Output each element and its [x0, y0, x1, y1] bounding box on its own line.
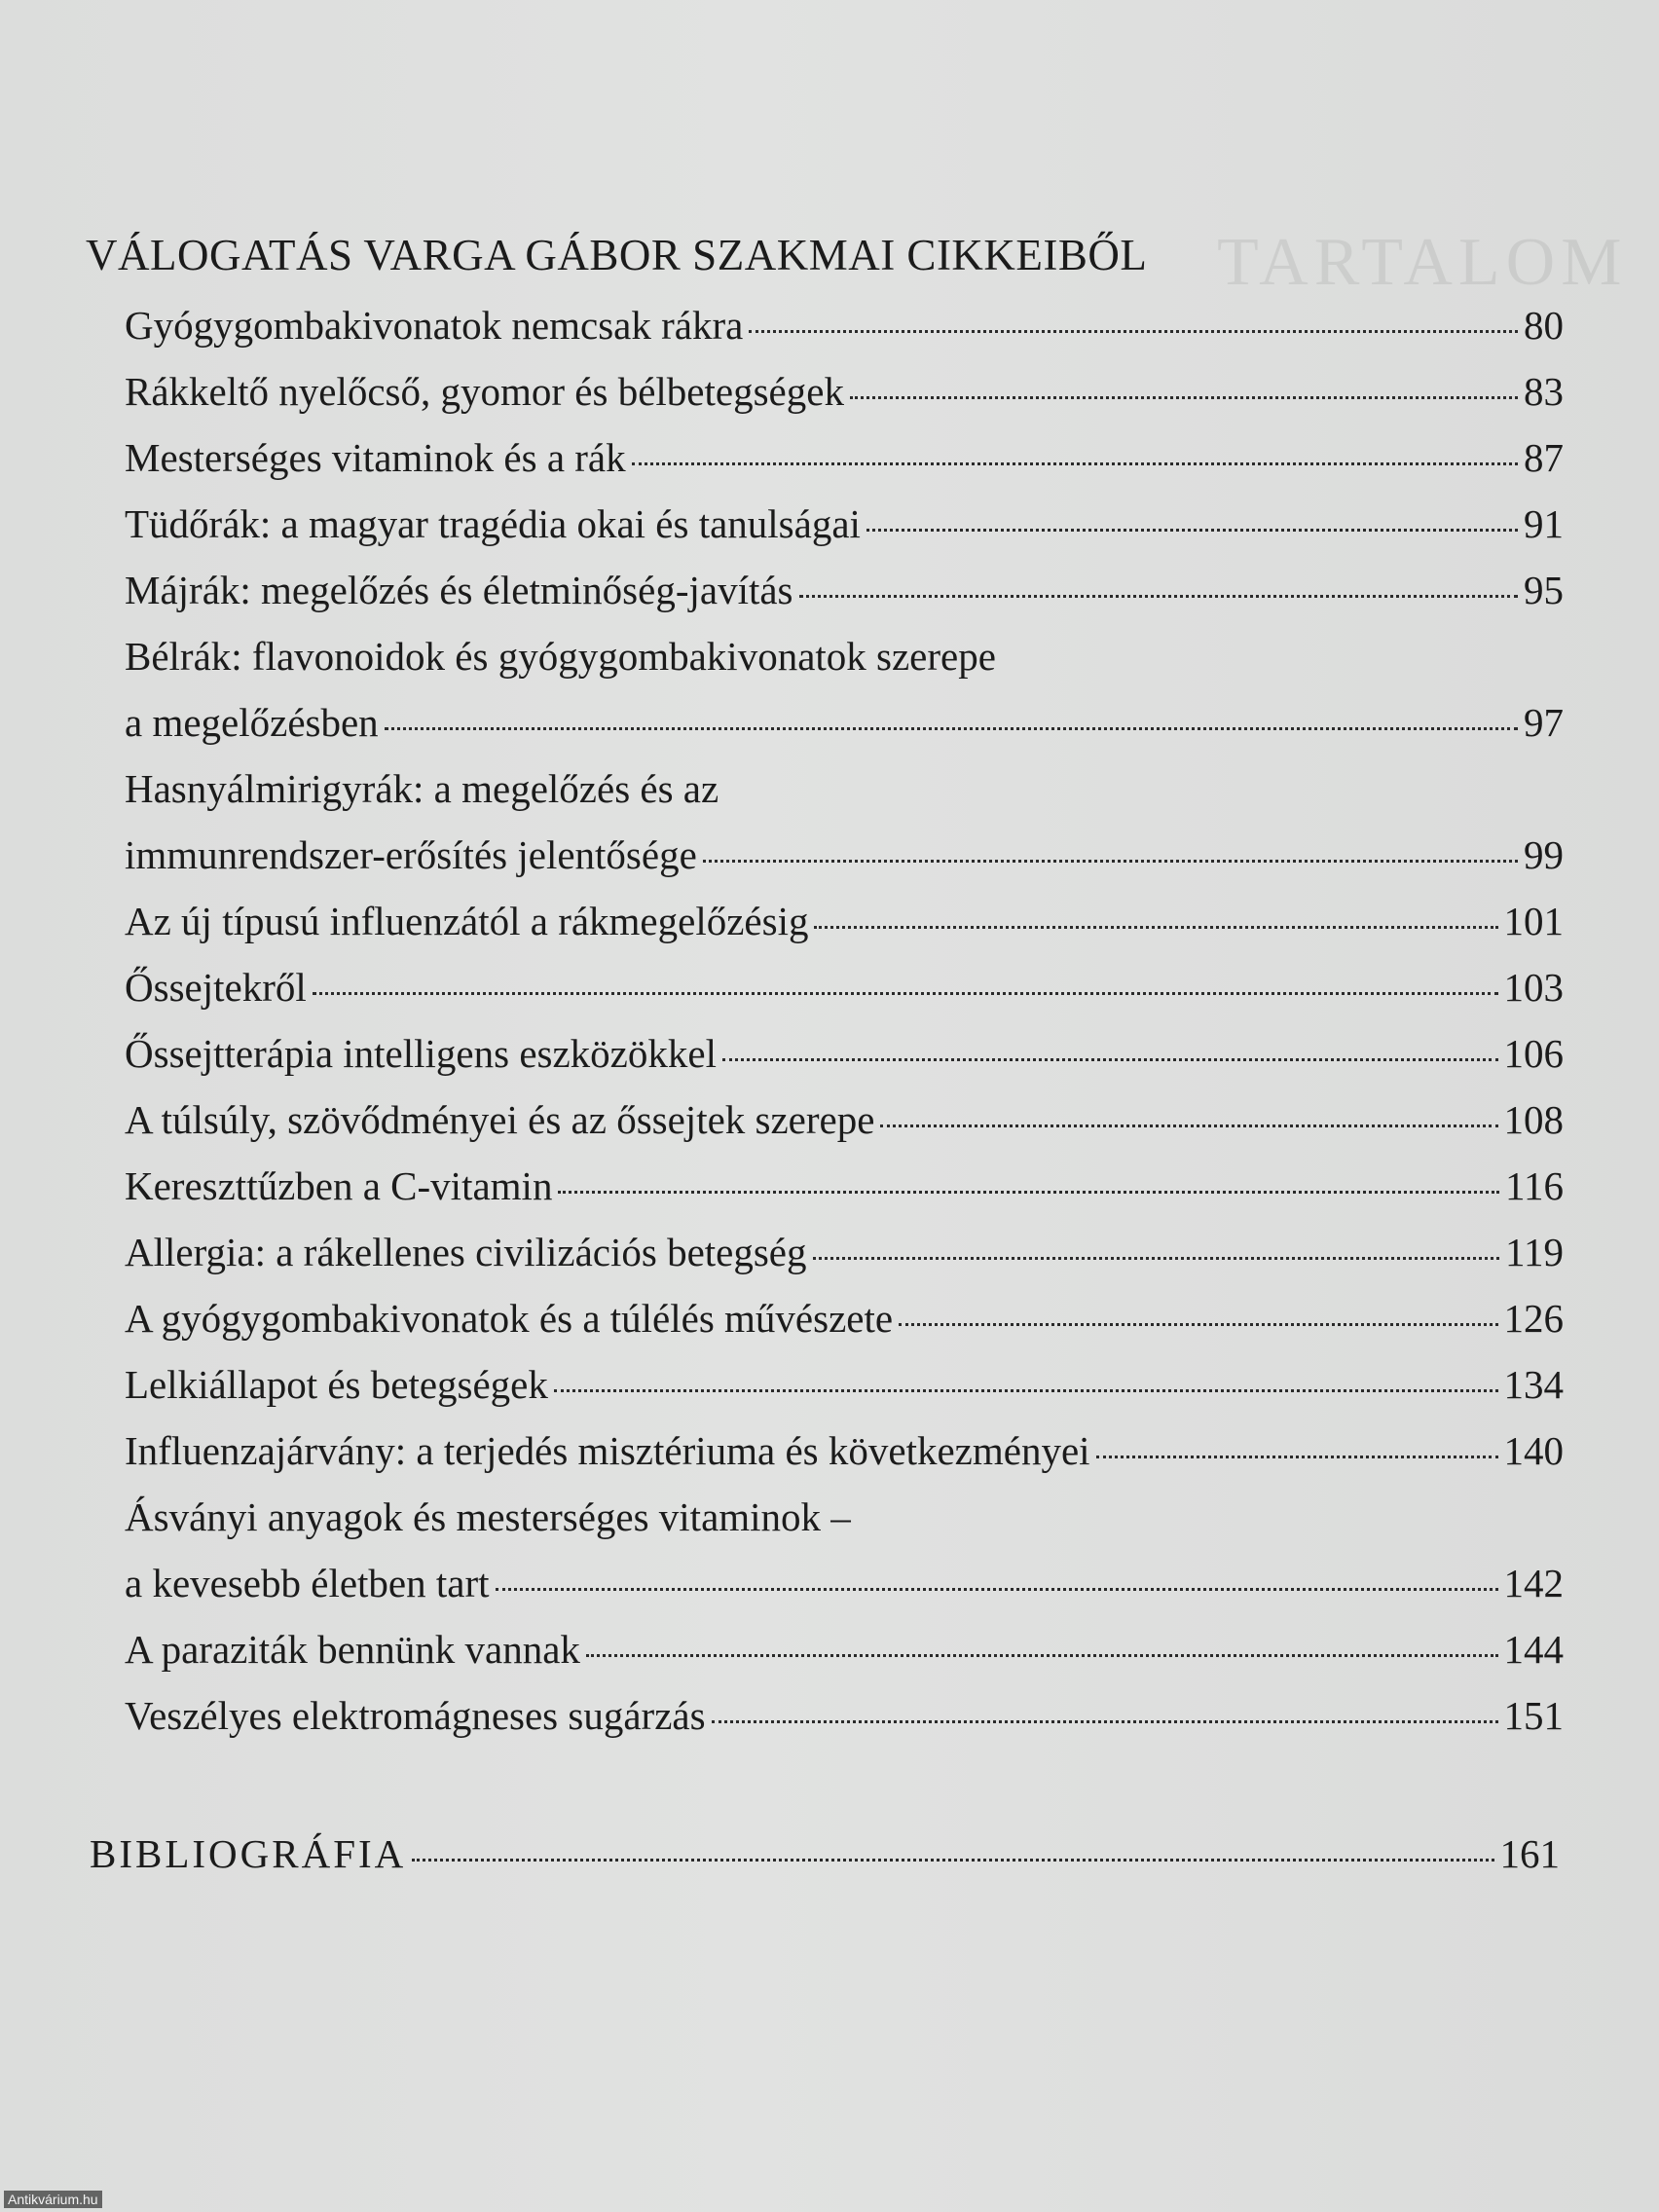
- toc-entry: [125, 1361, 1564, 1427]
- toc-page-number: 87: [1524, 435, 1564, 480]
- toc-line: [125, 1096, 1564, 1162]
- dot-leader: [313, 992, 1498, 995]
- toc-entry: [125, 1427, 1564, 1493]
- toc-page-number: 83: [1524, 369, 1564, 414]
- toc-page-number: 151: [1503, 1693, 1564, 1738]
- bleed-through-heading: TARTALOM: [1217, 225, 1628, 300]
- toc-entry: [125, 1096, 1564, 1162]
- toc-entry-title: A túlsúly, szövődményei és az őssejtek szerepe: [125, 1097, 875, 1142]
- toc-entry: [125, 1162, 1564, 1229]
- toc-entry: [125, 567, 1564, 633]
- toc-line: [125, 1162, 1564, 1229]
- toc-entry: [125, 434, 1564, 500]
- toc-entry-title: Gyógygombakivonatok nemcsak rákra: [125, 303, 744, 348]
- watermark: Antikvárium.hu: [4, 2191, 102, 2208]
- dot-leader: [799, 595, 1518, 598]
- toc-page-number: 119: [1505, 1230, 1564, 1274]
- toc-entry-title: Rákkeltő nyelőcső, gyomor és bélbetegségek: [125, 369, 844, 414]
- toc-entry: [125, 898, 1564, 964]
- dot-leader: [385, 727, 1518, 730]
- toc-line: [125, 1626, 1564, 1692]
- toc-page-number: 97: [1524, 700, 1564, 745]
- toc-line: [125, 368, 1564, 434]
- toc-page-number: 140: [1503, 1428, 1564, 1473]
- toc-entry-title: Bélrák: flavonoidok és gyógygombakivonatok szerepe: [125, 634, 996, 679]
- toc-entry-title: Őssejtterápia intelligens eszközökkel: [125, 1031, 717, 1076]
- toc-page-number: 106: [1503, 1031, 1564, 1076]
- dot-leader: [813, 1257, 1500, 1260]
- toc-entry: [125, 633, 1564, 765]
- toc-entry-title: Lelkiállapot és betegségek: [125, 1362, 548, 1407]
- dot-leader: [722, 1058, 1498, 1061]
- toc-entry-title-continued: a kevesebb életben tart: [125, 1561, 490, 1605]
- toc-entry: [125, 765, 1564, 898]
- toc-entry-title: Őssejtekről: [125, 965, 307, 1010]
- toc-line: [125, 302, 1564, 368]
- toc-entry: [125, 1692, 1564, 1758]
- toc-entry-title: Kereszttűzben a C-vitamin: [125, 1163, 553, 1208]
- toc-line: [125, 1560, 1564, 1626]
- toc-page-number: 95: [1524, 568, 1564, 612]
- toc-page-number: 101: [1503, 899, 1564, 943]
- toc-entry: [125, 1229, 1564, 1295]
- dot-leader: [496, 1588, 1498, 1591]
- toc-line: [125, 1229, 1564, 1295]
- toc-entry-title: Influenzajárvány: a terjedés misztériuma és következményei: [125, 1428, 1090, 1473]
- toc-entry-title: Ásványi anyagok és mesterséges vitaminok –: [125, 1494, 851, 1539]
- dot-leader: [814, 926, 1497, 929]
- toc-line: [125, 765, 1564, 831]
- dot-leader: [850, 396, 1518, 399]
- toc-line: [125, 898, 1564, 964]
- toc-entry: [125, 1030, 1564, 1096]
- bibliography-entry: [90, 1830, 1560, 1877]
- toc-entry: [125, 1626, 1564, 1692]
- toc-line: [125, 1427, 1564, 1493]
- toc-entry: [125, 500, 1564, 567]
- section-heading: VÁLOGATÁS VARGA GÁBOR SZAKMAI CIKKEIBŐL: [86, 231, 1148, 279]
- dot-leader: [558, 1191, 1499, 1194]
- toc-page-number: 142: [1503, 1561, 1564, 1605]
- dot-leader: [554, 1389, 1498, 1392]
- toc-page-number: 80: [1524, 303, 1564, 348]
- dot-leader: [1096, 1456, 1498, 1458]
- toc-line: [125, 434, 1564, 500]
- toc-entry-title: Mesterséges vitaminok és a rák: [125, 435, 626, 480]
- toc-entry-title: A gyógygombakivonatok és a túlélés művészete: [125, 1296, 894, 1341]
- toc-line: [125, 1692, 1564, 1758]
- dot-leader: [866, 529, 1518, 532]
- toc-entry-title-continued: a megelőzésben: [125, 700, 379, 745]
- toc-entry-title: Tüdőrák: a magyar tragédia okai és tanulságai: [125, 501, 861, 546]
- dot-leader: [880, 1124, 1497, 1127]
- toc-line: [125, 1030, 1564, 1096]
- toc-page-number: 134: [1503, 1362, 1564, 1407]
- toc-page-number: 126: [1503, 1296, 1564, 1341]
- dot-leader: [586, 1654, 1498, 1657]
- dot-leader: [632, 462, 1518, 465]
- toc-entry-title: A paraziták bennünk vannak: [125, 1627, 580, 1672]
- toc-line: [125, 500, 1564, 567]
- bibliography-page-number: 161: [1499, 1831, 1560, 1876]
- toc-line: [125, 1295, 1564, 1361]
- dot-leader: [703, 860, 1518, 863]
- toc-entry-title: Az új típusú influenzától a rákmegelőzésig: [125, 899, 809, 943]
- toc-entry: [125, 1295, 1564, 1361]
- toc-line: [125, 1493, 1564, 1560]
- toc-entry-title-continued: immunrendszer-erősítés jelentősége: [125, 832, 697, 877]
- toc-page-number: 91: [1524, 501, 1564, 546]
- toc-line: [125, 964, 1564, 1030]
- toc-line: [125, 1361, 1564, 1427]
- toc-page-number: 144: [1503, 1627, 1564, 1672]
- toc-entry-title: Hasnyálmirigyrák: a megelőzés és az: [125, 766, 719, 811]
- dot-leader: [899, 1323, 1497, 1326]
- toc-line: [125, 831, 1564, 898]
- table-of-contents: [125, 302, 1564, 1758]
- toc-line: [125, 699, 1564, 765]
- toc-entry-title: Veszélyes elektromágneses sugárzás: [125, 1693, 706, 1738]
- toc-page-number: 108: [1503, 1097, 1564, 1142]
- toc-entry-title: Májrák: megelőzés és életminőség-javítás: [125, 568, 793, 612]
- toc-entry-title: Allergia: a rákellenes civilizációs betegség: [125, 1230, 807, 1274]
- toc-line: [125, 633, 1564, 699]
- toc-line: [125, 567, 1564, 633]
- toc-page-number: 99: [1524, 832, 1564, 877]
- toc-page-number: 103: [1503, 965, 1564, 1010]
- toc-entry: [125, 1493, 1564, 1626]
- toc-entry: [125, 368, 1564, 434]
- bibliography-title: BIBLIOGRÁFIA: [90, 1831, 407, 1876]
- dot-leader: [412, 1859, 1493, 1862]
- toc-entry: [125, 302, 1564, 368]
- dot-leader: [712, 1720, 1498, 1723]
- toc-page-number: 116: [1505, 1163, 1564, 1208]
- dot-leader: [749, 330, 1518, 333]
- toc-entry: [125, 964, 1564, 1030]
